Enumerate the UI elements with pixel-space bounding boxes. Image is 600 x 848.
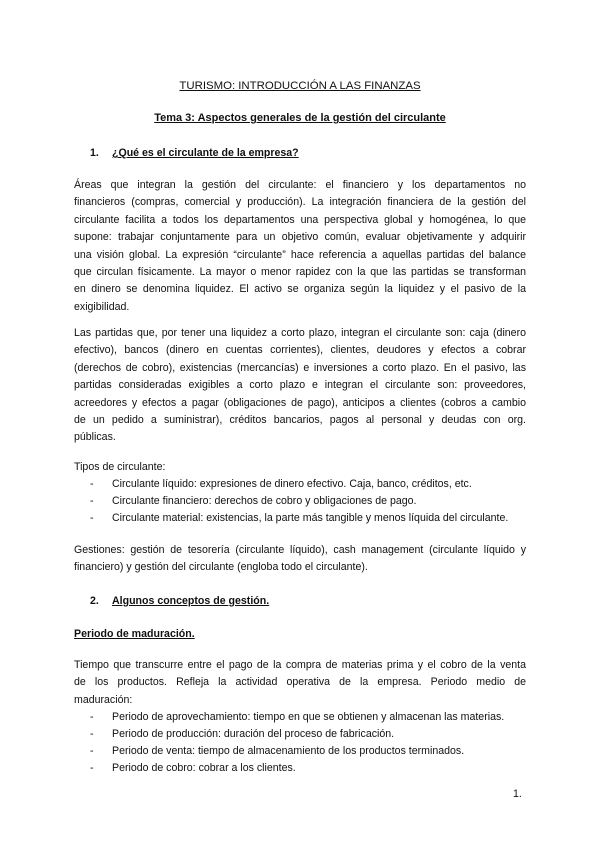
- section-1-heading: [90, 146, 299, 160]
- list-item: [90, 744, 464, 758]
- bullet-dash: -: [90, 478, 94, 490]
- bullet-dash: -: [90, 711, 94, 723]
- section-1-number: 1.: [90, 147, 99, 159]
- list-item-text: Circulante líquido: expresiones de dinero efectivo. Caja, banco, créditos, etc.: [112, 478, 472, 490]
- text-line: (derechos de cobro), existencias (mercancías) e inversiones a corto plazo. En el pasivo, las: [74, 361, 526, 374]
- list-item-text: Periodo de aprovechamiento: tiempo en que se obtienen y almacenan las materias.: [112, 711, 505, 723]
- text-line: Las partidas que, por tener una liquidez a corto plazo, integran el circulante son: caja (dinero: [74, 327, 526, 339]
- list-item: [90, 761, 296, 775]
- text-line: supone: trabajar conjuntamente para un objetivo común, evaluar objetivamente y adquirir: [74, 231, 526, 244]
- list-item-text: Periodo de producción: duración del proceso de fabricación.: [112, 728, 395, 740]
- list-item: [90, 494, 416, 508]
- text-line: partidas consideradas exigibles a corto plazo e integran el circulante son: proveedores,: [74, 379, 526, 392]
- bullet-dash: -: [90, 495, 94, 507]
- paragraph-circulante-areas: [74, 177, 526, 316]
- text-line: efectivo), bancos (dinero en cuentas corrientes), clientes, deudores y efectos a cobrar: [74, 344, 526, 357]
- text-line: de un pedido a suministrar), créditos bancarios, pagos al personal y deudas con org.: [74, 413, 526, 426]
- paragraph-gestiones: [74, 542, 526, 577]
- subheading-periodo-maduracion: Periodo de maduración.: [74, 628, 195, 640]
- bullet-dash: -: [90, 745, 94, 757]
- section-1-title: ¿Qué es el circulante de la empresa?: [112, 147, 299, 159]
- list-item: [90, 710, 504, 724]
- text-line: financiero) y gestión del circulante (engloba todo el circulante).: [74, 561, 368, 574]
- list-item-text: Periodo de cobro: cobrar a los clientes.: [112, 762, 296, 774]
- paragraph-maduracion: [74, 657, 526, 709]
- list-item: [90, 511, 508, 525]
- document-title: TURISMO: INTRODUCCIÓN A LAS FINANZAS: [179, 80, 421, 92]
- text-line: Áreas que integran la gestión del circulante: el financiero y los departamentos no: [74, 179, 526, 191]
- text-line: una visión global. La expresión “circulante” hace referencia a aquellas partidas del balance: [74, 248, 526, 261]
- section-2-number: 2.: [90, 595, 99, 607]
- text-line: financieros (compras, comercial y producción). La integración financiera de la gestión del: [74, 196, 526, 209]
- list-item-text: Circulante financiero: derechos de cobro y obligaciones de pago.: [112, 495, 417, 507]
- list-item: [90, 477, 472, 491]
- section-2-heading: [90, 594, 269, 608]
- list-item-text: Circulante material: existencias, la parte más tangible y menos líquida del circulante.: [112, 512, 509, 524]
- text-line: maduración:: [74, 693, 133, 706]
- text-line: en dinero se denomina liquidez. El activo se organiza según la liquidez y el pasivo de la: [74, 283, 526, 296]
- text-line: acreedores y efectos a pagar (obligaciones de pago), anticipos a clientes (cobros a cambio: [74, 396, 526, 409]
- document-subtitle: Tema 3: Aspectos generales de la gestión del circulante: [154, 112, 446, 124]
- page-number: 1.: [513, 788, 522, 800]
- text-line: de los productos. Refleja la actividad operativa de la empresa. Periodo medio de: [74, 676, 526, 689]
- text-line: que circulan físicamente. La mayor o menor rapidez con la que las partidas se transforman: [74, 265, 526, 278]
- bullet-dash: -: [90, 728, 94, 740]
- text-line: públicas.: [74, 431, 116, 444]
- types-label: Tipos de circulante:: [74, 461, 166, 473]
- paragraph-partidas: [74, 325, 526, 447]
- bullet-dash: -: [90, 512, 94, 524]
- text-line: Gestiones: gestión de tesorería (circulante líquido), cash management (circulante líquido y: [74, 544, 526, 556]
- list-item-text: Periodo de venta: tiempo de almacenamiento de los productos terminados.: [112, 745, 465, 757]
- section-2-title: Algunos conceptos de gestión.: [112, 595, 270, 607]
- text-line: circulante facilita a todos los departamentos una perspectiva global y homogénea, lo que: [74, 213, 526, 226]
- list-item: [90, 727, 394, 741]
- bullet-dash: -: [90, 762, 94, 774]
- text-line: Tiempo que transcurre entre el pago de la compra de materias prima y el cobro de la venta: [74, 659, 526, 671]
- text-line: exigibilidad.: [74, 300, 130, 313]
